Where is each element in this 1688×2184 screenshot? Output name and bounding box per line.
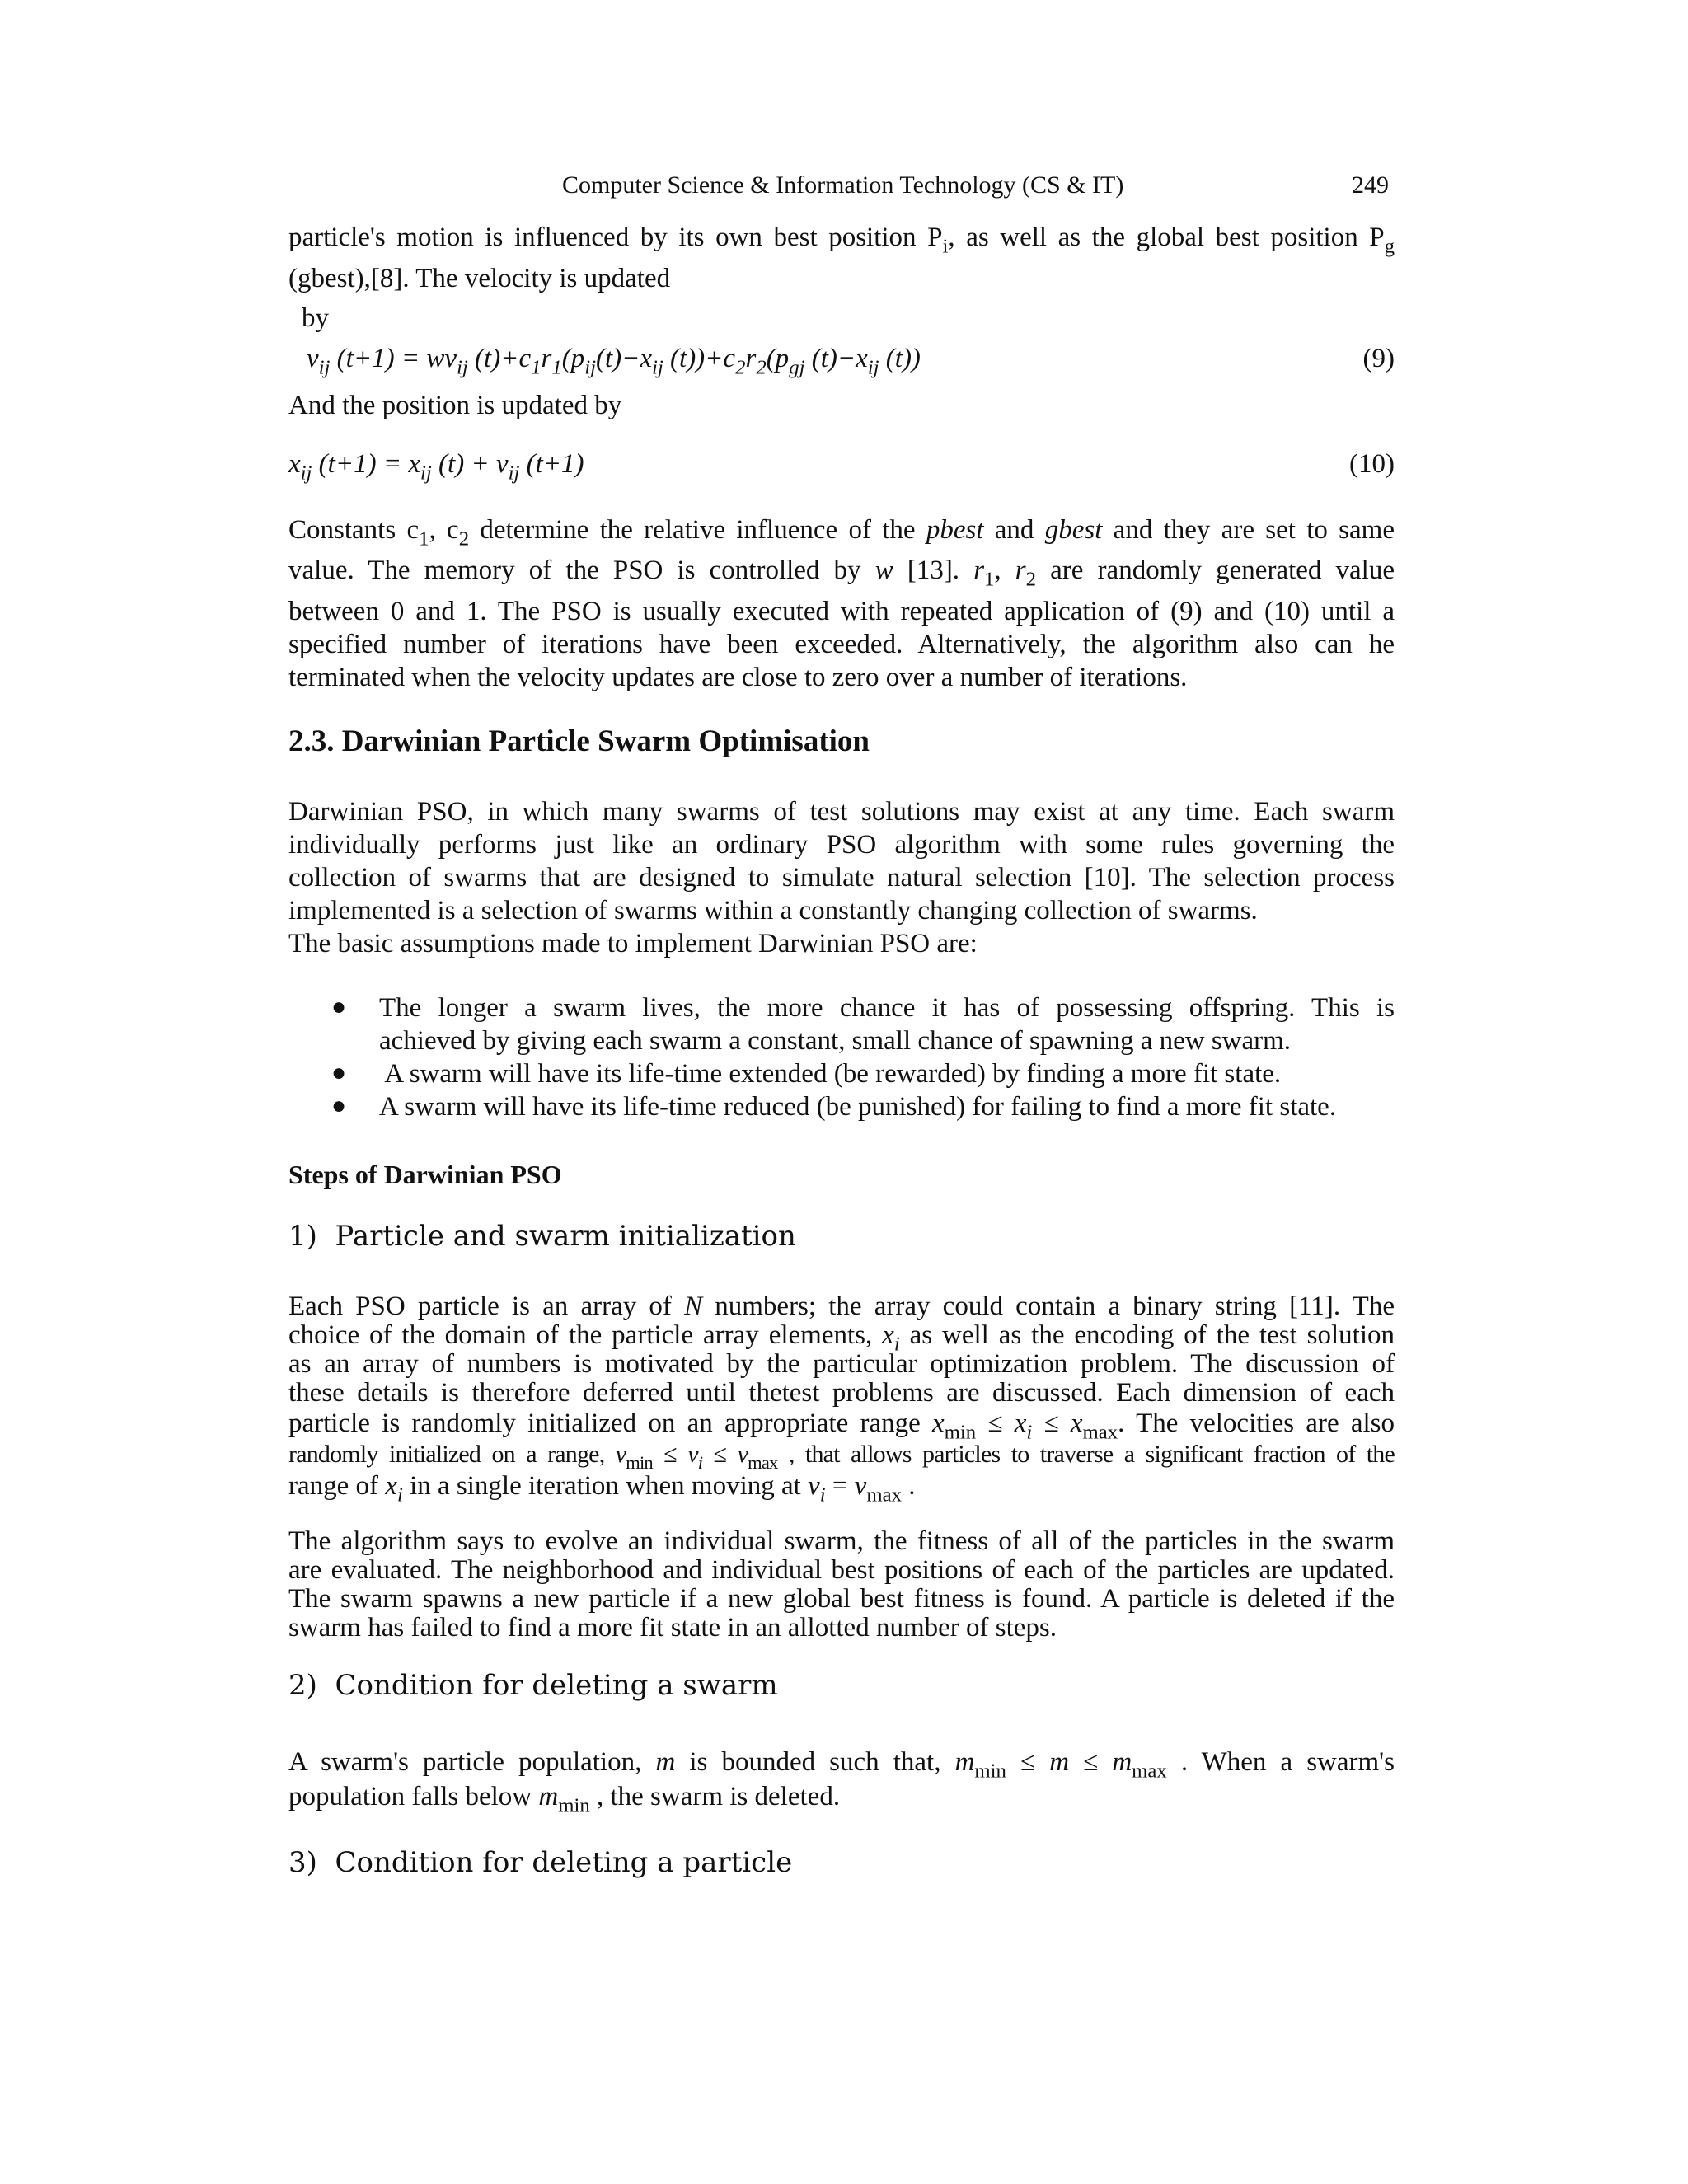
p1-line1: particle's motion is influenced by its own best position $P_i$, as well as the global best position $P_g$ xyxy=(288,223,1395,258)
step-2-heading: 2) Condition for deleting a swarm xyxy=(288,1669,778,1702)
p6-line3: The swarm spawns a new particle if a new global best fitness is found. A particle is deleted if the xyxy=(288,1584,1395,1614)
p4-line5: The basic assumptions made to implement Darwinian PSO are: xyxy=(288,929,978,958)
running-header: Computer Science & Information Technology (CS & IT) xyxy=(562,171,1124,199)
equation-10-label: (10) xyxy=(1349,449,1395,479)
p1-line2: (gbest),[8]. The velocity is updated xyxy=(288,264,671,293)
p5-line3: as an array of numbers is motivated by the particular optimization problem. The discussion of xyxy=(288,1349,1395,1379)
equation-10 xyxy=(288,448,1395,485)
section-heading: 2.3. Darwinian Particle Swarm Optimisation xyxy=(288,724,870,758)
p3-line5: terminated when the velocity updates are close to zero over a number of iterations. xyxy=(288,663,1188,692)
equation-9-label: (9) xyxy=(1362,344,1395,373)
p7-line2: population falls below $m_{min}$ , the swarm is deleted. xyxy=(288,1782,841,1817)
page-number: 249 xyxy=(1352,171,1389,199)
bullet-3: A swarm will have its life-time reduced (be punished) for failing to find a more fit state. xyxy=(379,1092,1337,1122)
p7-line1: A swarm's particle population, m is bounded such that, $m_{min} \le m \le m_{max}$ . When a swarm's xyxy=(288,1747,1395,1783)
p5-line2: choice of the domain of the particle array elements, $x_i$ as well as the encoding of the test solution xyxy=(288,1320,1395,1356)
p5-line4: these details is therefore deferred until thetest problems are discussed. Each dimension of each xyxy=(288,1378,1395,1408)
p4-line2: individually performs just like an ordinary PSO algorithm with some rules governing the xyxy=(288,830,1395,860)
p4-line3: collection of swarms that are designed to simulate natural selection [10]. The selection process xyxy=(288,863,1395,893)
step-1-heading: 1) Particle and swarm initialization xyxy=(288,1220,796,1253)
equation-10-formula: $x_{ij}$ $(t+1) = x_{ij}$ $(t) + v_{ij}$ (t+1) xyxy=(288,449,584,485)
bullet-1-line1: The longer a swarm lives, the more chance it has of possessing offspring. This is xyxy=(379,993,1395,1023)
p5-line7: range of $x_i$ in a single iteration when moving at $v_i = v_{max}$ . xyxy=(288,1471,916,1507)
p5-line5: particle is randomly initialized on an appropriate range $x_{min} \le x_i \le x_{max}$. The velocities are also xyxy=(288,1408,1395,1444)
p6-line2: are evaluated. The neighborhood and individual best positions of each of the particles are updated. xyxy=(288,1555,1395,1585)
p3-line1: Constants $c_1$, $c_2$ determine the relative influence of the pbest and gbest and they are set to same xyxy=(288,515,1395,551)
bullet-2: A swarm will have its life-time extended (be rewarded) by finding a more fit state. xyxy=(379,1059,1282,1089)
p1-line3: by xyxy=(302,303,329,333)
bullet-dot-1: ● xyxy=(331,993,347,1020)
equation-9-formula: $v_{ij}$ $(t+1) = wv_{ij}$ $(t)+c_1r_1(p_{ij}(t)-x_{ij}$ $(t))+c_2r_2(p_{gj}$ $(t)-x_{ij}$ (t)) xyxy=(307,344,921,379)
p2-line1: And the position is updated by xyxy=(288,391,622,420)
p3-line3: between 0 and 1. The PSO is usually executed with repeated application of (9) and (10) until a xyxy=(288,597,1395,626)
p3-line2: value. The memory of the PSO is controlled by w [13]. $r_1$, $r_2$ are randomly generated value xyxy=(288,555,1395,591)
bullet-dot-2: ● xyxy=(331,1059,347,1086)
bullet-1-line2: achieved by giving each swarm a constant, small chance of spawning a new swarm. xyxy=(379,1026,1292,1056)
step-3-heading: 3) Condition for deleting a particle xyxy=(288,1846,793,1879)
p5-line1: Each PSO particle is an array of N numbers; the array could contain a binary string [11]. The xyxy=(288,1291,1395,1321)
p4-line1: Darwinian PSO, in which many swarms of test solutions may exist at any time. Each swarm xyxy=(288,797,1395,827)
equation-9 xyxy=(288,342,1395,379)
p4-line4: implemented is a selection of swarms within a constantly changing collection of swarms. xyxy=(288,896,1258,926)
p5-line6: randomly initialized on a range, $v_{min} \le v_i \le v_{max}$ , that allows particles to traverse a significant fraction of the xyxy=(288,1441,1395,1473)
steps-heading: Steps of Darwinian PSO xyxy=(288,1160,562,1189)
bullet-dot-3: ● xyxy=(331,1092,347,1119)
p3-line4: specified number of iterations have been exceeded. Alternatively, the algorithm also can he xyxy=(288,630,1395,659)
p6-line4: swarm has failed to find a more fit state in an allotted number of steps. xyxy=(288,1613,1057,1643)
p6-line1: The algorithm says to evolve an individual swarm, the fitness of all of the particles in the swarm xyxy=(288,1526,1395,1556)
